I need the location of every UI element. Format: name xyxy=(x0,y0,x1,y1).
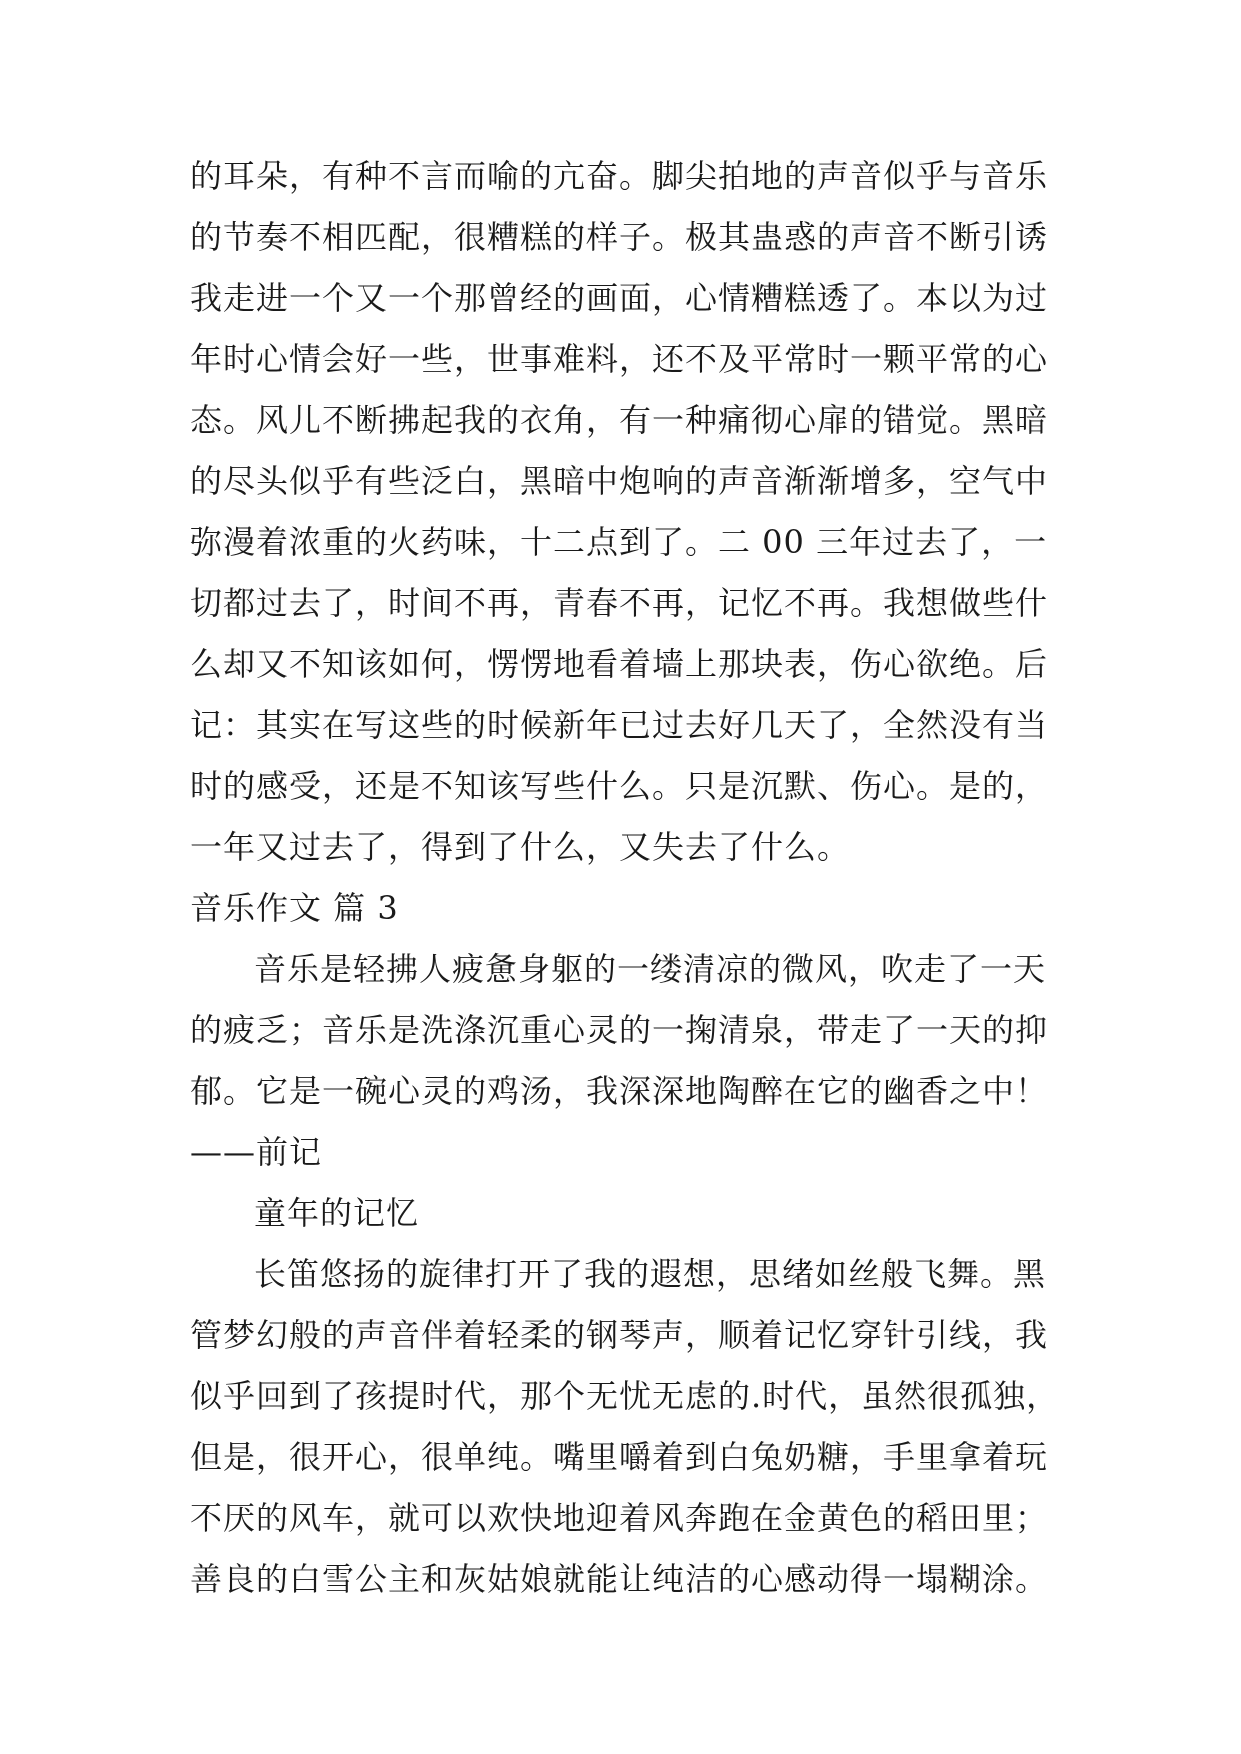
text-line: 郁。它是一碗心灵的鸡汤，我深深地陶醉在它的幽香之中！ xyxy=(190,1072,1049,1110)
text-line: 的节奏不相匹配，很糟糕的样子。极其蛊惑的声音不断引诱 xyxy=(190,218,1049,256)
text-line: 音乐是轻拂人疲惫身躯的一缕清凉的微风，吹走了一天 xyxy=(254,950,1047,988)
text-line: 年时心情会好一些，世事难料，还不及平常时一颗平常的心 xyxy=(190,340,1049,378)
text-line: 的尽头似乎有些泛白，黑暗中炮响的声音渐渐增多，空气中 xyxy=(190,462,1049,500)
text-line: 的耳朵，有种不言而喻的亢奋。脚尖拍地的声音似乎与音乐 xyxy=(190,157,1049,195)
text-line: 管梦幻般的声音伴着轻柔的钢琴声，顺着记忆穿针引线，我 xyxy=(190,1316,1049,1354)
text-line: 么却又不知该如何，愣愣地看着墙上那块表，伤心欲绝。后 xyxy=(190,645,1049,683)
text-line: 善良的白雪公主和灰姑娘就能让纯洁的心感动得一塌糊涂。 xyxy=(190,1560,1049,1598)
text-line: 不厌的风车，就可以欢快地迎着风奔跑在金黄色的稻田里； xyxy=(190,1499,1049,1537)
text-line: ——前记 xyxy=(190,1133,323,1171)
text-line: 态。风儿不断拂起我的衣角，有一种痛彻心扉的错觉。黑暗 xyxy=(190,401,1049,439)
text-line: 的疲乏；音乐是洗涤沉重心灵的一掬清泉，带走了一天的抑 xyxy=(190,1011,1049,1049)
text-line: 但是，很开心，很单纯。嘴里嚼着到白兔奶糖，手里拿着玩 xyxy=(190,1438,1049,1476)
subheading: 童年的记忆 xyxy=(254,1194,420,1232)
text-line: 一年又过去了，得到了什么，又失去了什么。 xyxy=(190,828,851,866)
body-text xyxy=(190,146,1070,1610)
section-heading: 音乐作文 篇 3 xyxy=(190,889,399,927)
text-line: 长笛悠扬的旋律打开了我的遐想，思绪如丝般飞舞。黑 xyxy=(254,1255,1047,1293)
text-line: 弥漫着浓重的火药味，十二点到了。二 00 三年过去了，一 xyxy=(190,523,1048,561)
text-line: 似乎回到了孩提时代，那个无忧无虑的.时代，虽然很孤独， xyxy=(190,1377,1060,1415)
text-line: 切都过去了，时间不再，青春不再，记忆不再。我想做些什 xyxy=(190,584,1049,622)
text-line: 我走进一个又一个那曾经的画面，心情糟糕透了。本以为过 xyxy=(190,279,1049,317)
text-line: 记：其实在写这些的时候新年已过去好几天了，全然没有当 xyxy=(190,706,1049,744)
text-line: 时的感受，还是不知该写些什么。只是沉默、伤心。是的， xyxy=(190,767,1049,805)
